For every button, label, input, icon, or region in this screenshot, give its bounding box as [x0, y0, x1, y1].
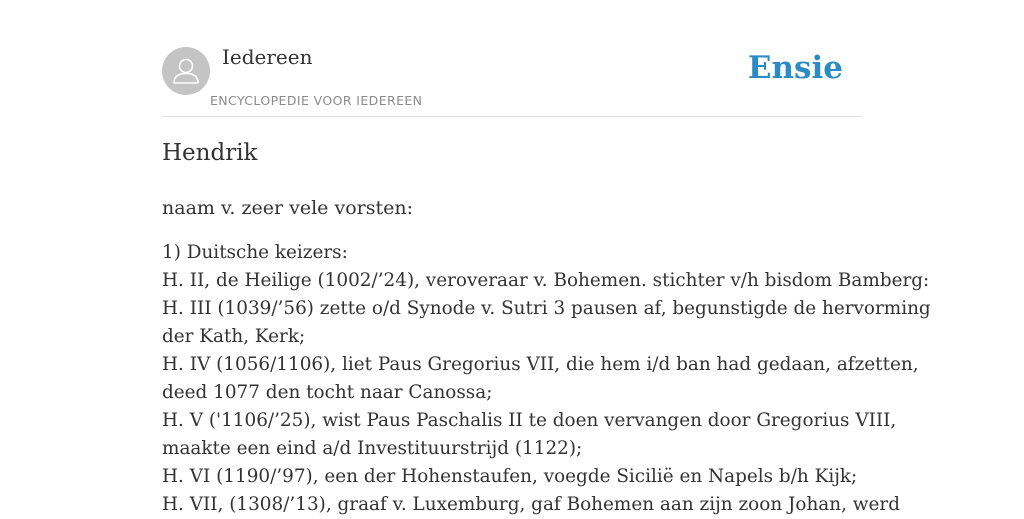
article-body [162, 239, 931, 519]
site-subtitle: ENCYCLOPEDIE VOOR IEDEREEN [210, 93, 423, 108]
header [162, 0, 862, 117]
page-title: Hendrik [162, 140, 258, 166]
article-line: H. II, de Heilige (1002/’24), veroveraar v. Bohemen. stichter v/h bisdom Bamberg: [162, 270, 930, 291]
article-line: H. VI (1190/’97), een der Hohenstaufen, voegde Sicilië en Napels b/h Kijk; [162, 466, 858, 487]
article-line: H. IV (1056/1106), liet Paus Gregorius VII, die hem i/d ban had gedaan, afzetten, [162, 354, 919, 375]
article-line: H. V ('1106/’25), wist Paus Paschalis II te doen vervangen door Gregorius VIII, [162, 410, 897, 431]
user-silhouette-icon [162, 47, 210, 95]
author-name[interactable]: Iedereen [222, 45, 313, 69]
article-intro: naam v. zeer vele vorsten: [162, 197, 413, 219]
avatar[interactable] [162, 47, 210, 95]
article-line: 1) Duitsche keizers: [162, 242, 348, 263]
article-line: H. III (1039/’56) zette o/d Synode v. Sutri 3 pausen af, begunstigde de hervorming [162, 298, 931, 319]
article-line: H. VII, (1308/’13), graaf v. Luxemburg, gaf Bohemen aan zijn zoon Johan, werd [162, 494, 900, 515]
article-line: der Kath, Kerk; [162, 326, 306, 347]
article-line: maakte een eind a/d Investituurstrijd (1122); [162, 438, 583, 459]
page [162, 0, 931, 515]
article-line: deed 1077 den tocht naar Canossa; [162, 382, 493, 403]
brand-logo[interactable]: Ensie [747, 50, 843, 86]
